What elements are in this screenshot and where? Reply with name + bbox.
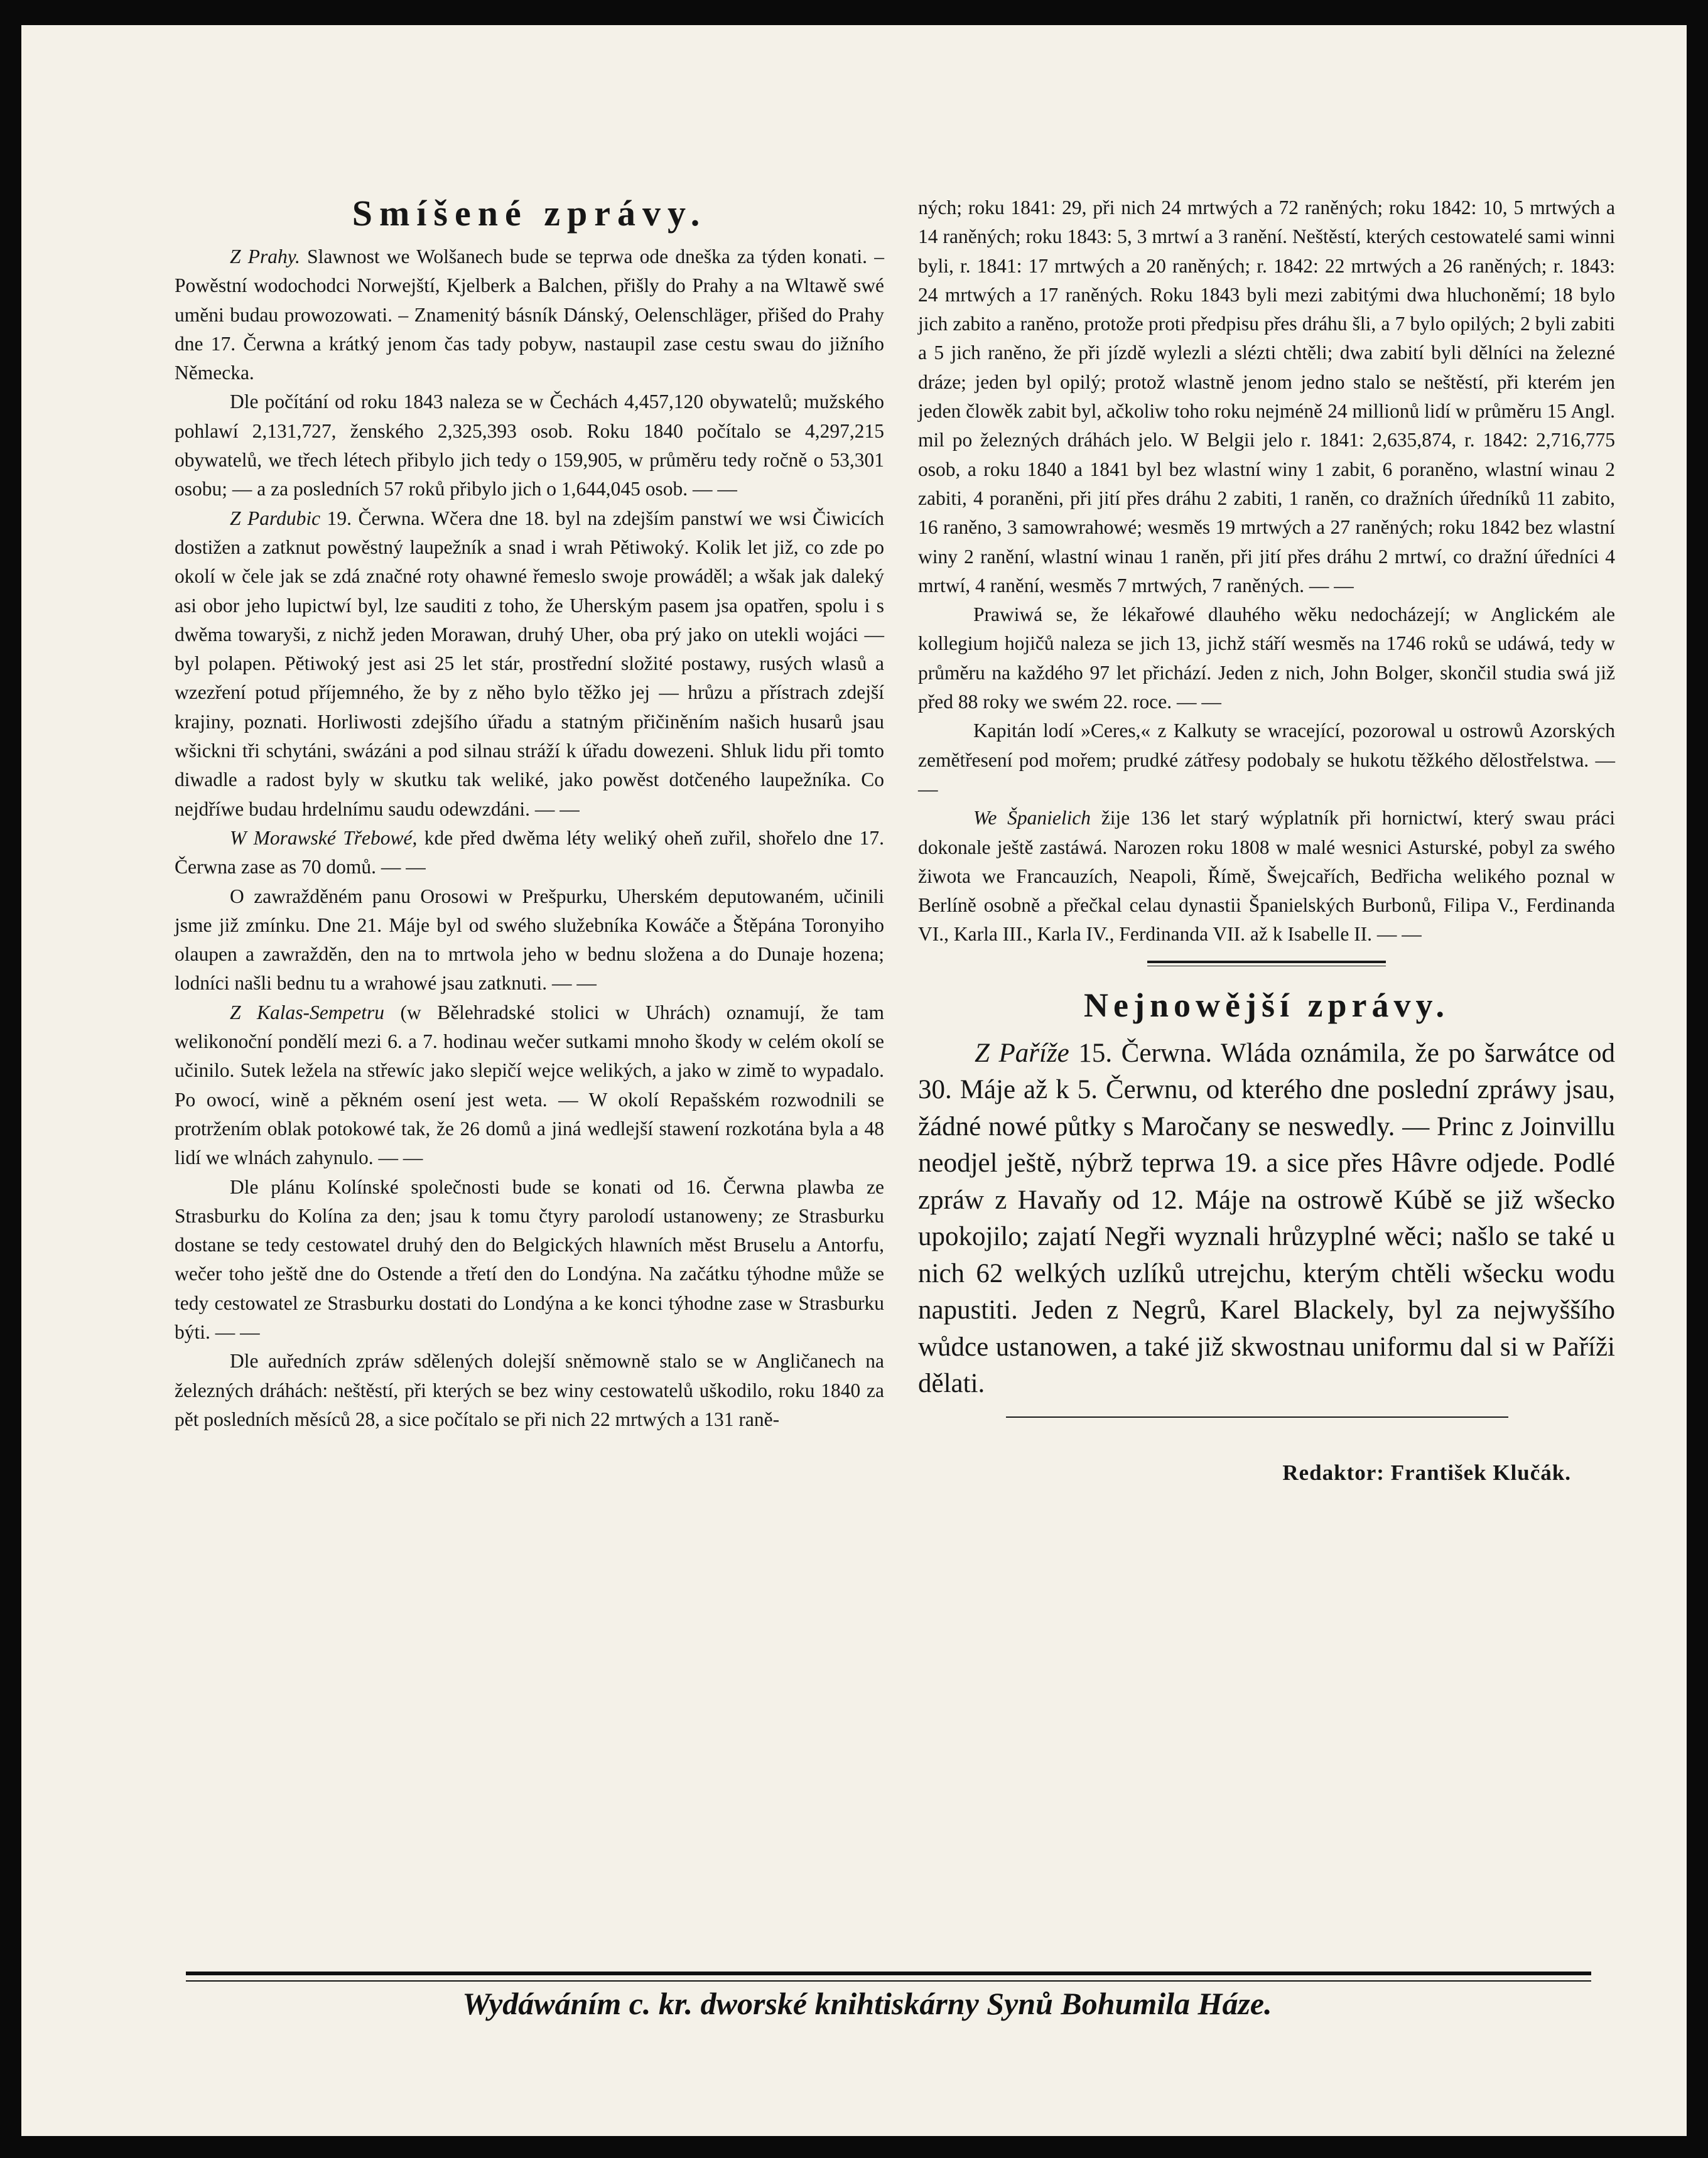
article-place: We Španielich (973, 807, 1091, 829)
article-paragraph (175, 998, 884, 1173)
article-text: Dle plánu Kolínské společnosti bude se konati od 16. Čerwna plawba ze Strasburku do Kolína za den; jsau k tomu čtyry parolodí ustanoweny; ze Strasburku dostane se tedy cestowatel druhý den do Belgických hlawních měst Bruselu a Antorfu, wečer toho ještě dne do Ostende a třetí den do Londýna. Na začátku týhodne může se tedy cestowatel ze Strasburku dostati do Londýna a ke konci týhodne zase w Strasburku býti. — — (175, 1175, 884, 1343)
article-paragraph (175, 824, 884, 882)
printer-imprint: Wydáwáním c. kr. dworské knihtiskárny Synů Bohumila Háze. (462, 1986, 1272, 2021)
article-latest-paris (918, 1035, 1615, 1403)
article-text: Slawnost we Wolšanech bude se teprwa ode dneška za týden konati. – Powěstní wodochodci Norwejští, Kjelberk a Balchen, přišly do Prahy a na Wltawě swé uměni budau prowozowati. – Znamenitý básník Dánský, Oelenschläger, přišed do Prahy dne 17. Čerwna a krátký jenom čas tady pobyw, nastaupil zase cestu swau do jižního Německa. (175, 245, 884, 384)
article-paragraph (918, 600, 1615, 716)
right-articles (918, 193, 1615, 949)
article-place: Z Prahy. (230, 245, 300, 267)
article-paragraph (175, 504, 884, 824)
article-paragraph (918, 804, 1615, 949)
article-text: 15. Čerwna. Wláda oznámila, že po šarwátce od 30. Máje až k 5. Čerwnu, od kterého dne poslední zpráwy jsau, žádné nowé půtky s Maročany se neswedly. — Princ z Joinvillu neodjel ještě, nýbrž teprwa 19. a sice přes Hâvre odjede. Podlé zpráw z Havaňy od 12. Máje na ostrowě Kúbě se již wšecko upokojilo; zajatí Negři wyznali hrůzyplné wěci; našlo se také u nich 62 welkých uzlíků utrejchu, kterým chtěli wšecku wodu napustiti. Jeden z Negrů, Karel Blackely, byl za nejwyššího wůdce ustanowen, a také již skwostnau uniformu dal si w Paříži dělati. (918, 1038, 1615, 1399)
article-paragraph (918, 193, 1615, 600)
article-place: W Morawské Třebowé, (230, 826, 418, 849)
article-text: (w Bělehradské stolici w Uhrách) oznamují, že tam welikonoční pondělí mezi 6. a 7. hodinau wečer sutkami mnoho škody w celém okolí se učinilo. Sutek ležela na střewíc jako slepičí wejce welikých, a jako w zimě to wypadalo. Po owocí, wině a pěkném osení jest weta. — W okolí Repašském rozwodnili se protržením oblak potokowé tak, že 26 domů a jiná wedlejší stawení rozkotána byla a 48 lidí we wlnách zahynulo. — — (175, 1001, 884, 1169)
article-text: Dle auředních zpráw sdělených dolejší sněmowně stalo se w Angličanech na železných dráhách: neštěstí, při kterých se bez winy cestowatelů uškodilo, roku 1840 za pět posledních měsíců 28, a sice počítalo se při nich 22 mrtwých a 131 raně- (175, 1350, 884, 1430)
section-heading-mixed-news: Smíšené zprávy. (352, 193, 707, 234)
article-text: ných; roku 1841: 29, při nich 24 mrtwých a 72 raněných; roku 1842: 10, 5 mrtwých a 14 raněných; roku 1843: 5, 3 mrtwí a 3 ranění. Neštěstí, kterých cestowatelé sami winni byli, r. 1841: 17 mrtwých a 20 raněných; r. 1842: 22 mrtwých a 26 raněných; r. 1843: 24 mrtwých a 17 raněných. Roku 1843 byli mezi zabitými dwa hluchoněmí; 18 bylo jich zabito a raněno, protože proti předpisu přes dráhu šli, a 7 bylo opilých; 2 byli zabiti a 5 jich raněno, že při jízdě wylezli a slézti chtěli; dwa zabití byli dělníci na železné dráze; jeden byl opilý; protož wlastně jenom jedno stalo se neštěstí, při kterém jen jeden člowěk zabit byl, ačkoliw toho roku nejméně 24 millionů lidí w průměru 15 Angl. mil po železných dráhách jelo. W Belgii jelo r. 1841: 2,635,874, r. 1842: 2,716,775 osob, a roku 1840 a 1841 byl bez wlastní winy 1 zabit, 6 poraněno, wlastní winau 2 zabiti, 4 poraněni, při jití přes dráhu 2 zabiti, 1 raněn, co dražních úředníků 11 zabito, 16 raněno, 3 samowrahowé; wesměs 19 mrtwých a 27 raněných; roku 1842 bez wlastní winy 2 ranění, wlastní winau 1 raněn, při jití přes dráhu 2 mrtwí, co dražní úředníci 4 mrtwí, 4 ranění, wesměs 7 mrtwých, 7 raněných. — — (918, 197, 1615, 596)
left-articles (175, 242, 884, 1434)
article-paragraph (175, 882, 884, 998)
article-text: 19. Čerwna. Wčera dne 18. byl na zdejším panstwí we wsi Čiwicích dostižen a zatknut powěstný laupežník a snad i wrah Pětiwoký. Kolik let již, co zde po okolí w čele jak se zdá značné roty ohawné řemeslo swoje prowáděl; a wšak jak daleký asi obor jeho lupictwí byl, lze sauditi z toho, že Uherským pasem jsa opatřen, spolu i s dwěma towaryši, z nichž jeden Morawan, druhý Uher, oba prý jako on utekli wojáci — byl polapen. Pětiwoký jest asi 25 let stár, prostřední složité postawy, rusých wlasů a wzezření potud příjemného, že by z něho bylo těžko jej — hrůzu a přístrach zdejší krajiny, poznati. Horliwosti zdejšího úřadu a statným přičiněním našich husarů jsau wšickni tři schytáni, swázáni a pod silnau stráží k úřadu dowezeni. Shluk lidu při tomto diwadle a radost byly w skutku tak weliké, jako powěst dotčeného laupežníka. Co nejdříwe budau hrdelnímu saudu odewzdáni. — — (175, 507, 884, 820)
newspaper-page (21, 25, 1687, 2136)
article-paragraph (918, 716, 1615, 804)
section-divider (1147, 961, 1386, 966)
article-text: kde před dwěma léty weliký oheň zuřil, shořelo dne 17. Čerwna zase as 70 domů. — — (175, 826, 884, 878)
article-text: O zawražděném panu Orosowi w Prešpurku, Uherském deputowaném, učinili jsme již zmínku. Dne 21. Máje byl od swého služebníka Kowáče a Štěpána Toronyiho olaupen a zawražděn, den na to mrtwola jeho w bednu složena a do Dunaje hozena; lodníci našli bednu tu a wrahowé jsau zatknuti. — — (175, 885, 884, 995)
left-column (175, 193, 884, 1434)
article-place: Z Kalas-Sempetru (230, 1001, 384, 1023)
article-paragraph (175, 1347, 884, 1434)
editor-divider (1006, 1416, 1508, 1418)
article-paragraph (175, 1173, 884, 1347)
article-text: žije 136 let starý wýplatník při hornictwí, který swau práci dokonale ještě zastáwá. Narozen roku 1808 w malé wesnici Asturské, pobyl za swého žiwota we Francauzích, Neapoli, Římě, Šwejcařích, Bedřicha welikého poznal w Berlíně osobně a přečkal celau dynastii Španielských Burbonů, Filipa V., Ferdinanda VI., Karla III., Karla IV., Ferdinanda VII. až k Isabelle II. — — (918, 807, 1616, 946)
right-column (918, 193, 1615, 1486)
article-text: Kapitán lodí »Ceres,« z Kalkuty se wracející, pozorowal u ostrowů Azorských zemětřesení pod mořem; prudké zátřesy podobaly se hukotu těžkého dělostřelstwa. — — (918, 720, 1615, 800)
section-heading-latest-news: Nejnowější zprávy. (1084, 986, 1449, 1024)
editor-credit: Redaktor: František Klučák. (1282, 1460, 1571, 1485)
article-place: Z Pardubic (230, 507, 321, 529)
article-text: Prawiwá se, že lékařowé dlauhého wěku nedocházejí; w Anglickém ale kollegium hojičů naleza se jich 13, jichž stáří wesměs na 1746 roků se udáwá, tedy w průměru na každého 97 let přichází. Jeden z nich, John Bolger, skončil studia swá již před 88 roky we swém 22. roce. — — (918, 603, 1615, 713)
article-paragraph (175, 387, 884, 504)
article-place: Z Paříže (975, 1038, 1069, 1068)
article-paragraph (175, 242, 884, 387)
footer-divider (186, 1972, 1591, 1982)
article-text: Dle počítání od roku 1843 naleza se w Čechách 4,457,120 obywatelů; mužského pohlawí 2,131,727, ženského 2,325,393 osob. Roku 1840 počítalo se 4,297,215 obywatelů, we třech létech přibylo jich tedy o 159,905, w průměru tedy ročně o 53,301 osobu; — a za posledních 57 roků přibylo jich o 1,644,045 osob. — — (175, 391, 884, 500)
